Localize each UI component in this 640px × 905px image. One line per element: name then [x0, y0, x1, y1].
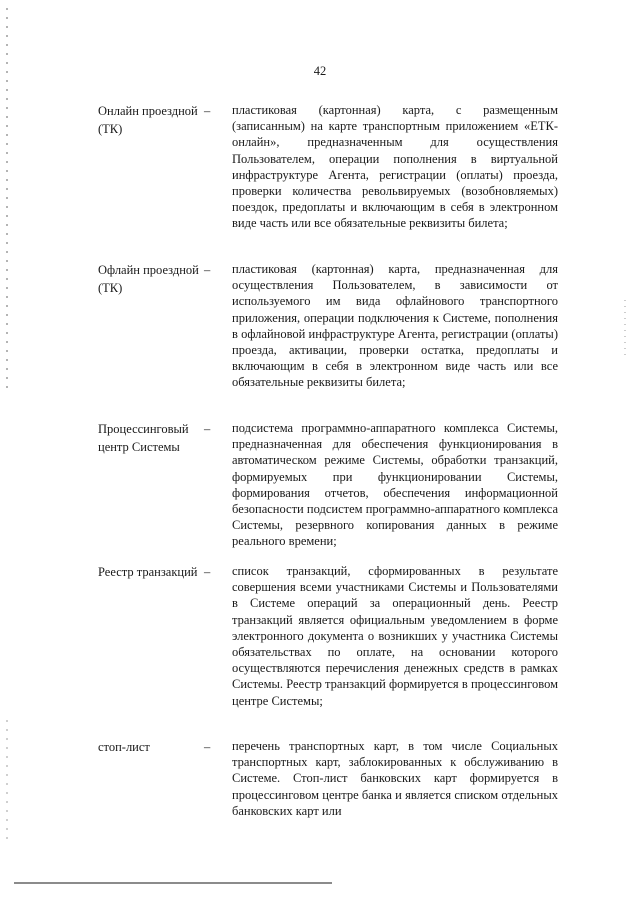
dash: – [204, 422, 211, 436]
definition: список транзакций, сформированных в результате совершения всеми участниками Системы и Пользователями в Системе операций за операционный день. Реестр транзакций является официальным уведомлением в форме электронного документа о возникших у участника Системы обязательствах по оплате, на основании которого осуществляются перечисления денежных средств в рамках Системы. Реестр транзакций формируется в процессинговом центре Системы; [232, 564, 558, 708]
scan-bottom-rule [14, 882, 332, 884]
term: Офлайн проездной (ТК) [98, 263, 199, 295]
definition: пластиковая (картонная) карта, предназначенная для осуществления Пользователем, в зависимости от используемого им вида офлайнового транспортного приложения, операции подключения к Системе, пополнения в офлайновой инфраструктуре Агента, регистрации (оплаты) проезда, активации, проверки остатка, предоплаты и включающим в себя в электронном виде часть или все обязательные реквизиты билета; [232, 262, 558, 390]
dash: – [204, 565, 211, 579]
dash: – [204, 104, 211, 118]
scan-edge-mark [6, 720, 8, 840]
term: Реестр транзакций [98, 565, 198, 579]
term: стоп-лист [98, 740, 150, 754]
definition: перечень транспортных карт, в том числе Социальных транспортных карт, заблокированных к обслуживанию в Системе. Стоп-лист банковских карт формируется в процессинговом центре банка и является списком отдельных банковских карт или [232, 739, 558, 818]
dash: – [204, 263, 211, 277]
page-number: 42 [313, 64, 327, 78]
definition: подсистема программно-аппаратного комплекса Системы, предназначенная для обеспечения функционирования в автоматическом режиме Системы, обработки транзакций, формируемых при функционировании Системы, формирования отчетов, обеспечения информационной безопасности подсистем программно-аппаратного комплекса Системы, резервного копирования данных в режиме реального времени; [232, 421, 558, 549]
scan-speck [624, 300, 626, 360]
term: Онлайн проездной (ТК) [98, 104, 198, 136]
term: Процессинговый центр Системы [98, 422, 189, 454]
definition: пластиковая (картонная) карта, с размещенным (записанным) на карте транспортным приложением «ЕТК-онлайн», предназначенным для осуществления Пользователем, операции пополнения в виртуальной инфраструктуре Агента, регистрации (оплаты) проезда, проверки количества револьвируемых (возобновляемых) поездок, предоплаты и включающим в себя в электронном виде часть или все обязательные реквизиты билета; [232, 103, 558, 231]
dash: – [204, 740, 211, 754]
